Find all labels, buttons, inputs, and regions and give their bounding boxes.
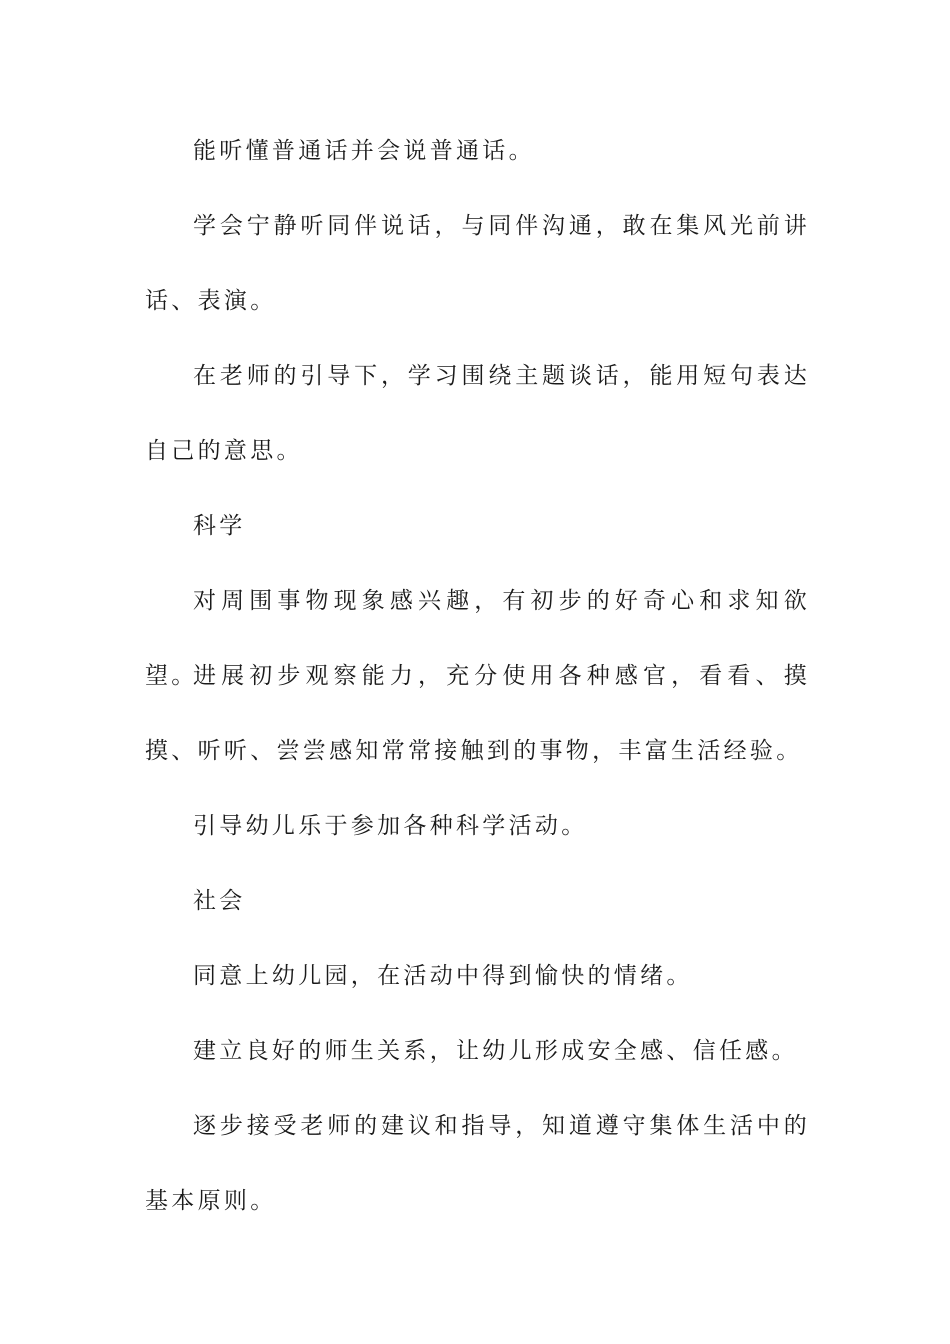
paragraph-kindergarten: 同意上幼儿园，在活动中得到愉快的情绪。	[193, 963, 693, 989]
paragraph-curiosity: 对周围事物现象感兴趣，有初步的好奇心和求知欲望。	[145, 588, 810, 689]
paragraph-teacher-relation: 建立良好的师生关系，让幼儿形成安全感、信任感。	[193, 1038, 798, 1064]
section-heading-science: 科学	[193, 513, 246, 539]
paragraph-mandarin: 能听懂普通话并会说普通话。	[193, 138, 535, 164]
paragraph-topic-talk: 在老师的引导下，学习围绕主题谈话，能用短句表达自己的意思。	[145, 363, 810, 464]
paragraph-observation: 进展初步观察能力，充分使用各种感官，看看、摸摸、听听、尝尝感知常常接触到的事物，丰富生活经验。	[145, 663, 810, 764]
paragraph-listen-peers: 学会宁静听同伴说话，与同伴沟通，敢在集风光前讲话、表演。	[145, 213, 810, 314]
section-heading-society: 社会	[193, 888, 246, 914]
paragraph-science-activities: 引导幼儿乐于参加各种科学活动。	[193, 813, 588, 839]
paragraph-collective-rules: 逐步接受老师的建议和指导，知道遵守集体生活中的基本原则。	[145, 1113, 810, 1214]
